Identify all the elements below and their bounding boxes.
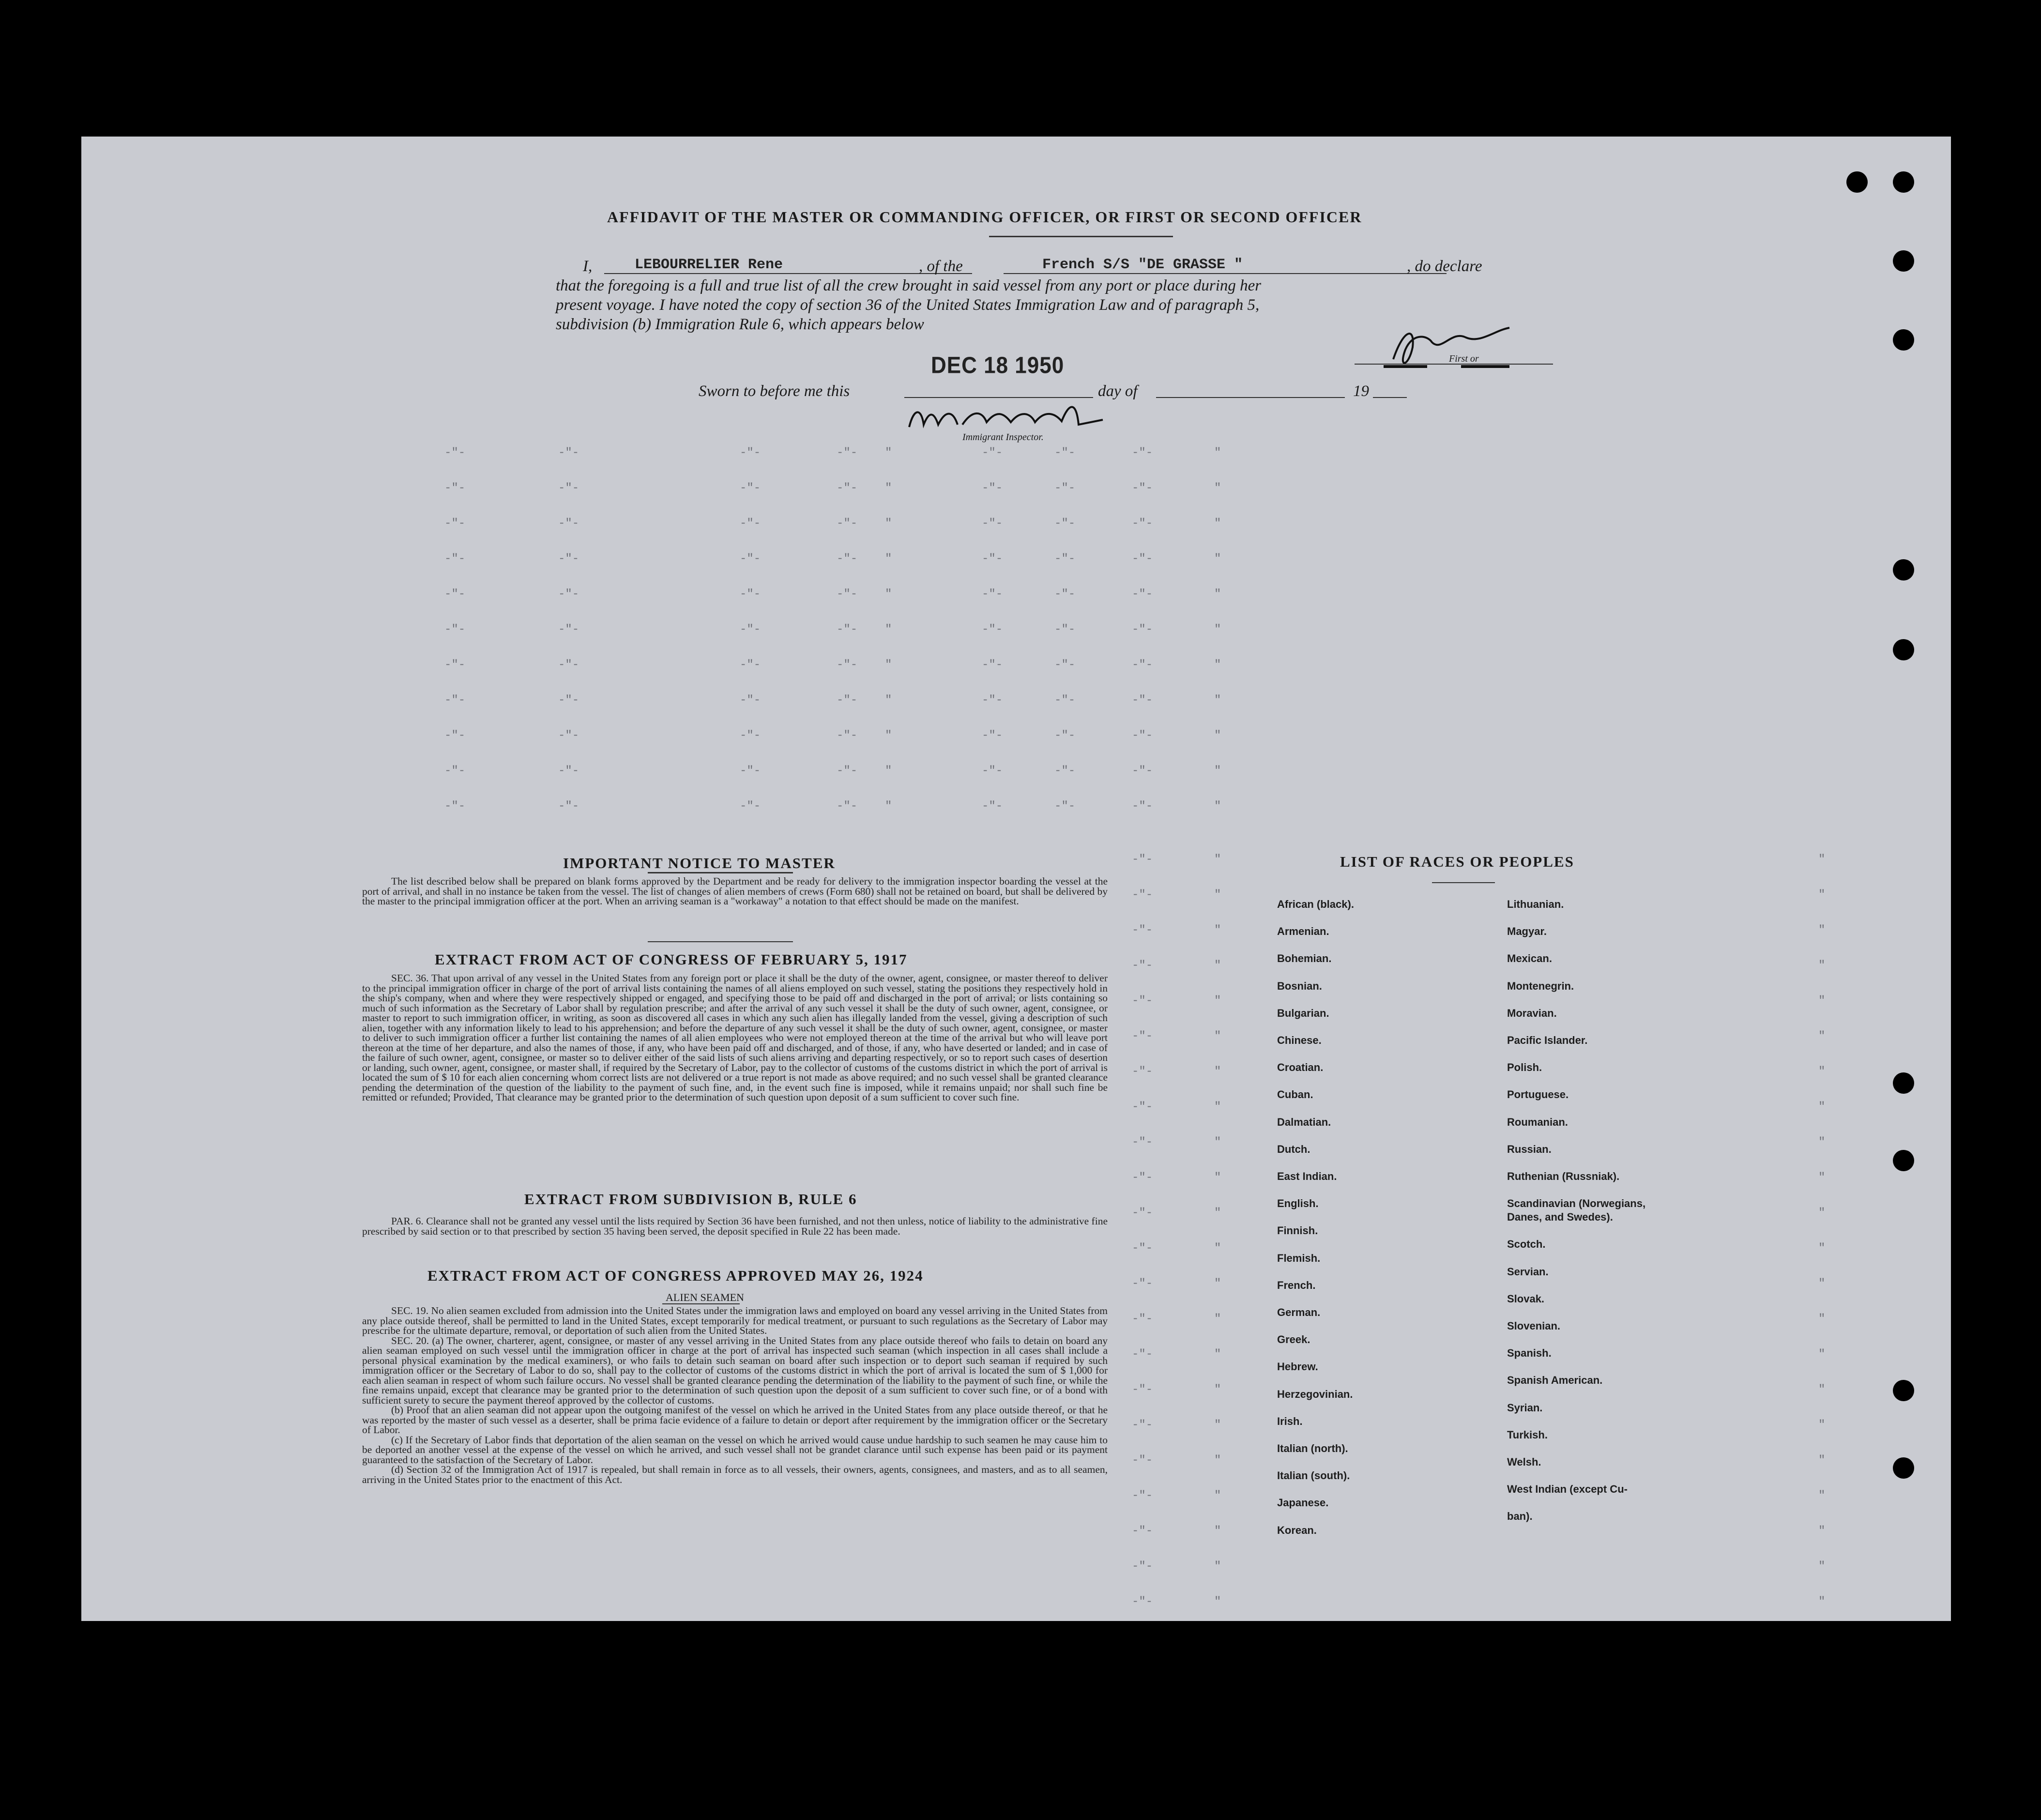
ditto-mark: -"- <box>982 482 1003 495</box>
officer-signature <box>1282 321 1553 374</box>
race-item: Flemish. <box>1277 1252 1321 1264</box>
ditto-mark: " <box>1818 1489 1826 1502</box>
race-item: African (black). <box>1277 898 1354 910</box>
ditto-mark: " <box>1818 1454 1826 1467</box>
ditto-mark: -"- <box>444 623 466 636</box>
ditto-mark: -"- <box>1132 924 1153 937</box>
ditto-mark: " <box>1818 924 1826 937</box>
ditto-mark: -"- <box>558 800 579 813</box>
race-item: Croatian. <box>1277 1061 1324 1074</box>
affidavit-title: AFFIDAVIT OF THE MASTER OR COMMANDING OFFICER, OR FIRST OR SECOND OFFICER <box>607 208 1362 226</box>
ditto-mark: -"- <box>444 729 466 742</box>
ditto-mark: -"- <box>1132 552 1153 566</box>
affidavit-line-4: subdivision (b) Immigration Rule 6, which appears below <box>556 316 924 333</box>
race-item: French. <box>1277 1279 1316 1291</box>
ditto-mark: -"- <box>1054 623 1076 636</box>
extract-rule6-title: EXTRACT FROM SUBDIVISION B, RULE 6 <box>524 1191 857 1208</box>
ditto-mark: -"- <box>740 552 761 566</box>
affidavit-line-3: present voyage. I have noted the copy of section 36 of the United States Immigration Law and of paragraph 5, <box>556 296 1260 314</box>
ditto-mark: -"- <box>1132 765 1153 778</box>
ditto-mark: " <box>885 694 892 707</box>
ditto-mark: " <box>1818 1313 1826 1326</box>
vessel-line <box>1004 273 1447 274</box>
ditto-mark: " <box>1214 1136 1221 1149</box>
year-prefix: 19 <box>1353 382 1369 400</box>
ditto-mark: -"- <box>1132 1560 1153 1573</box>
ditto-mark: -"- <box>558 446 579 459</box>
ditto-mark: " <box>1818 1383 1826 1396</box>
ditto-mark: -"- <box>740 800 761 813</box>
ditto-mark: -"- <box>1054 800 1076 813</box>
race-item: Spanish. <box>1507 1347 1552 1360</box>
ditto-mark: -"- <box>1054 588 1076 601</box>
sworn-text: Sworn to before me this <box>699 382 850 400</box>
ditto-mark: -"- <box>740 658 761 672</box>
date-stamp: DEC 18 1950 <box>931 352 1065 379</box>
ditto-mark: " <box>1214 588 1221 601</box>
ditto-mark: " <box>1214 888 1221 902</box>
race-item: Slovak. <box>1507 1292 1545 1305</box>
race-item: East Indian. <box>1277 1170 1337 1182</box>
race-item: Italian (south). <box>1277 1469 1350 1482</box>
notice-underline <box>648 872 793 873</box>
ditto-mark: -"- <box>1054 658 1076 672</box>
ditto-mark: -"- <box>1132 658 1153 672</box>
ditto-mark: -"- <box>1132 446 1153 459</box>
ditto-mark: -"- <box>982 800 1003 813</box>
ditto-mark: -"- <box>837 482 858 495</box>
ditto-mark: -"- <box>837 800 858 813</box>
name-line <box>604 273 972 274</box>
race-item: Finnish. <box>1277 1224 1318 1237</box>
title-underline <box>989 236 1173 237</box>
subtitle-underline <box>662 1303 740 1304</box>
ditto-mark: " <box>1214 1242 1221 1255</box>
ditto-mark: " <box>1214 1348 1221 1361</box>
ditto-mark: -"- <box>558 658 579 672</box>
ditto-mark: " <box>1214 800 1221 813</box>
race-item: West Indian (except Cu- <box>1507 1483 1628 1496</box>
ditto-mark: -"- <box>740 482 761 495</box>
ditto-mark: " <box>1214 623 1221 636</box>
extract-1924-subtitle: ALIEN SEAMEN <box>666 1291 744 1303</box>
ditto-mark: " <box>1214 1595 1221 1608</box>
ditto-mark: -"- <box>837 623 858 636</box>
ditto-mark: " <box>1214 924 1221 937</box>
ditto-mark: -"- <box>1054 446 1076 459</box>
ditto-mark: -"- <box>444 446 466 459</box>
ditto-mark: -"- <box>558 517 579 530</box>
ditto-mark: " <box>1818 959 1826 972</box>
ditto-mark: -"- <box>1132 800 1153 813</box>
race-item: English. <box>1277 1197 1319 1210</box>
ditto-mark: " <box>1214 853 1221 866</box>
ditto-mark: -"- <box>1132 1454 1153 1467</box>
ditto-mark: " <box>1818 1030 1826 1043</box>
race-item: Bosnian. <box>1277 979 1322 992</box>
ditto-mark: " <box>1214 482 1221 495</box>
ditto-mark: -"- <box>1054 552 1076 566</box>
race-item: Mexican. <box>1507 952 1552 965</box>
of-the-text: , of the <box>919 258 963 275</box>
notice-divider <box>648 941 793 942</box>
ditto-mark: -"- <box>1132 694 1153 707</box>
ditto-mark: -"- <box>1054 482 1076 495</box>
ditto-mark: -"- <box>982 552 1003 566</box>
ditto-mark: " <box>885 623 892 636</box>
race-item: Ruthenian (Russniak). <box>1507 1170 1620 1182</box>
punch-hole <box>1893 250 1914 272</box>
ditto-mark: -"- <box>444 517 466 530</box>
extract-1924-title: EXTRACT FROM ACT OF CONGRESS APPROVED MAY 26, 1924 <box>427 1267 924 1284</box>
punch-hole <box>1893 639 1914 660</box>
ditto-mark: -"- <box>1132 1101 1153 1114</box>
ditto-mark: -"- <box>558 765 579 778</box>
race-item: Bohemian. <box>1277 952 1332 965</box>
notice-text: The list described below shall be prepared on blank forms approved by the Department and be ready for delivery to the immigration inspector boarding the vessel at the port of arrival, and shall in no instance be taken from the vessel. The list of changes of alien members of crews (Form 680) shall not be retained on board, but shall be delivered by the master to the principal immigration officer at the port. When an arriving seaman is a "workaway" a notation to that effect should be made on the manifest. <box>362 875 1108 907</box>
ditto-mark: -"- <box>740 765 761 778</box>
ditto-mark: -"- <box>1132 1030 1153 1043</box>
ditto-mark: " <box>1818 1242 1826 1255</box>
ditto-mark: " <box>1214 1313 1221 1326</box>
race-item: German. <box>1277 1306 1321 1318</box>
ditto-mark: -"- <box>837 552 858 566</box>
race-item: Portuguese. <box>1507 1088 1569 1101</box>
ditto-mark: -"- <box>1132 623 1153 636</box>
punch-hole <box>1846 171 1868 193</box>
race-item: Cuban. <box>1277 1088 1313 1101</box>
ditto-mark: -"- <box>1054 729 1076 742</box>
ditto-mark: -"- <box>982 729 1003 742</box>
ditto-mark: " <box>1818 1525 1826 1538</box>
race-item: Syrian. <box>1507 1401 1543 1414</box>
ditto-mark: -"- <box>1132 1419 1153 1432</box>
master-name: LEBOURRELIER Rene <box>635 257 783 273</box>
ditto-mark: " <box>1214 1525 1221 1538</box>
race-item: Welsh. <box>1507 1456 1541 1468</box>
ditto-mark: -"- <box>558 694 579 707</box>
ditto-mark: " <box>1818 1136 1826 1149</box>
race-item: Turkish. <box>1507 1428 1548 1441</box>
race-item: Polish. <box>1507 1061 1542 1074</box>
ditto-mark: -"- <box>558 588 579 601</box>
race-item: Dutch. <box>1277 1143 1310 1155</box>
ditto-mark: " <box>1214 1454 1221 1467</box>
ditto-mark: -"- <box>982 765 1003 778</box>
affidavit-line-2: that the foregoing is a full and true list of all the crew brought in said vessel from any port or place during her <box>556 277 1262 294</box>
ditto-mark: -"- <box>1132 1136 1153 1149</box>
manifest-sheet <box>81 137 1951 1621</box>
race-item: Servian. <box>1507 1265 1549 1278</box>
ditto-mark: " <box>1818 1560 1826 1573</box>
ditto-mark: -"- <box>837 446 858 459</box>
ditto-mark: -"- <box>1132 482 1153 495</box>
ditto-mark: " <box>1214 1277 1221 1290</box>
ditto-mark: -"- <box>444 588 466 601</box>
ditto-mark: -"- <box>837 765 858 778</box>
ditto-mark: -"- <box>1132 853 1153 866</box>
ditto-mark: -"- <box>1054 517 1076 530</box>
race-item: Russian. <box>1507 1143 1552 1155</box>
race-item: Japanese. <box>1277 1497 1329 1509</box>
ditto-mark: " <box>885 800 892 813</box>
ditto-mark: -"- <box>982 517 1003 530</box>
race-item: Armenian. <box>1277 925 1329 938</box>
race-item: Dalmatian. <box>1277 1116 1331 1128</box>
ditto-mark: " <box>1818 1065 1826 1078</box>
ditto-mark: -"- <box>1132 1595 1153 1608</box>
ditto-mark: -"- <box>1132 1525 1153 1538</box>
extract-1924-text: SEC. 19. No alien seamen excluded from admission into the United States under the immigration laws and employed on board any vessel arriving in the United States from any place outside thereof, shall be permitted to land in the United States, except temporarily for medical treatment, or pursuant to such regulations as the Secretary of Labor may prescribe for the ultimate departure, removal, or deportation of such alien from the United States. SEC. 20. (a) The owner, charterer, agent, consignee, or master of any vessel arriving in the United States from any place outside thereof who fails to detain on board any alien seaman employed on such vessel until the immigration officer in charge at the port of arrival has inspected such seaman (which inspection in all cases shall include a personal physical examination by the medical examiners), or who fails to detain such seaman on board after such inspection or to deport such seaman if required by such immigration officer or the Secretary of Labor to do so, shall pay to the collector of customs of the customs district in which the port of arrival is located the sum of $ 1,000 for each alien seaman in respect of whom such failure occurs. No vessel shall be granted clearance pending the determination of the liability to the payment of such fine, or while the fine remains unpaid, except that clearance may be granted prior to the determination of such question upon the deposit of a sum sufficient to cover such fine, or of a bond with sufficient surety to secure the payment thereof approved by the collector of customs. (b) Proof that an alien seaman did not appear upon the outgoing manifest of the vessel on which he arrived in the United States from any place outside thereof, or that he was reported by the master of such vessel as a deserter, shall be prima facie evidence of a failure to detain or deport after requirement by the immigration officer or the Secretary of Labor. (c) If the Secretary of Labor finds that deportation of the alien seaman on the vessel on which he arrived would cause undue hardship to such seamen he may cause him to be deported an another vessel at the expense of the vessel on which he arrived, and such vessel shall not be grandet clarance until such expense has been paid or its payment guaranteed to the satisfaction of the Secretary of Labor. (d) Section 32 of the Immigration Act of 1917 is repealed, but shall remain in force as to all vessels, their owners, agents, consignees, and masters, and as to all seamen, arriving in the United States prior to the enactment of this Act. <box>362 1305 1108 1485</box>
ditto-mark: " <box>885 765 892 778</box>
punch-hole <box>1893 1150 1914 1171</box>
ditto-mark: " <box>1214 1560 1221 1573</box>
ditto-mark: -"- <box>558 623 579 636</box>
ditto-mark: " <box>1818 1171 1826 1184</box>
race-item: Scotch. <box>1507 1238 1546 1251</box>
ditto-mark: " <box>1818 1348 1826 1361</box>
race-item: ban). <box>1507 1510 1533 1523</box>
ditto-mark: " <box>1214 517 1221 530</box>
ditto-mark: " <box>1214 658 1221 672</box>
ditto-mark: " <box>1214 1383 1221 1396</box>
ditto-mark: " <box>1214 1030 1221 1043</box>
race-item: Lithuanian. <box>1507 898 1564 910</box>
ditto-mark: -"- <box>740 517 761 530</box>
punch-hole <box>1893 171 1914 193</box>
ditto-mark: -"- <box>740 694 761 707</box>
ditto-mark: " <box>1818 1595 1826 1608</box>
month-line <box>1156 397 1345 398</box>
ditto-mark: " <box>1818 853 1826 866</box>
ditto-mark: -"- <box>1132 1065 1153 1078</box>
ditto-mark: -"- <box>1132 1348 1153 1361</box>
ditto-mark: " <box>1214 1065 1221 1078</box>
ditto-mark: -"- <box>837 517 858 530</box>
ditto-mark: -"- <box>1132 959 1153 972</box>
ditto-mark: " <box>885 517 892 530</box>
race-item: Herzegovinian. <box>1277 1388 1353 1400</box>
ditto-mark: " <box>1818 1419 1826 1432</box>
day-of-text: day of <box>1098 382 1138 400</box>
ditto-mark: " <box>1818 994 1826 1008</box>
race-item: Greek. <box>1277 1333 1310 1346</box>
ditto-mark: " <box>1818 888 1826 902</box>
ditto-mark: -"- <box>837 729 858 742</box>
ditto-mark: -"- <box>444 765 466 778</box>
race-item: Irish. <box>1277 1415 1303 1427</box>
ditto-mark: -"- <box>558 552 579 566</box>
inspector-caption: Immigrant Inspector. <box>962 432 1044 443</box>
ditto-mark: -"- <box>1054 694 1076 707</box>
ditto-mark: -"- <box>982 588 1003 601</box>
ditto-mark: " <box>885 588 892 601</box>
ditto-mark: -"- <box>740 588 761 601</box>
ditto-mark: -"- <box>1132 1171 1153 1184</box>
ditto-mark: " <box>885 482 892 495</box>
ditto-mark: " <box>1214 1101 1221 1114</box>
ditto-mark: " <box>1214 959 1221 972</box>
race-item: Danes, and Swedes). <box>1507 1211 1613 1224</box>
ditto-mark: -"- <box>1132 994 1153 1008</box>
extract-1917-text: SEC. 36. That upon arrival of any vessel in the United States from any foreign port or place it shall be the duty of the owner, agent, consignee, or master thereof to deliver to the principal immigration officer in charge of the port of arrival lists containing the names of all aliens employed on such vessel, stating the positions they respectively hold in the ship's company, when and where they were respectively shipped or engaged, and specifying those to be paid off and discharged in the port of arrival; or lists containing so much of such information as the Secretary of Labor shall by regulation prescribe; and after the arrival of any such vessel it shall be the duty of such owner, agent, consignee, or master to report to such immigration officer, in writing, as soon as discovered all cases in which any such alien has illegally landed from the vessel, giving a description of such alien, together with any information likely to lead to his apprehension; and before the departure of any such vessel it shall be the duty of such owner, agent, consignee, or master to deliver to such immigration officer a further list containing the names of all alien employees who were not employed thereon at the time of the arrival but who will leave port thereon at the time of her departure, and also the names of those, if any, who have been paid off and discharged, and of those, if any, who have deserted or landed; and in case of the failure of such owner, agent, consignee, or master so to deliver either of the said lists of such aliens arriving and departing respectively, or so to report such cases of desertion or landing, such owner, agent, consignee, or master shall, if required by the Secretary of Labor, pay to the collector of customs of the customs district in which the port of arrival is located the sum of $ 10 for each alien concerning whom correct lists are not delivered or a true report is not made as above required; and no such vessel shall be granted clearance pending the determination of the question of the liability to the payment of such fine, and, in the event such fine is imposed, while it remains unpaid; nor shall such fine be remitted or refunded; Provided, That clearance may be granted prior to the determination of such question upon deposit of a sum sufficient to cover such fine. <box>362 972 1108 1103</box>
ditto-mark: " <box>1214 1489 1221 1502</box>
ditto-mark: -"- <box>1132 517 1153 530</box>
ditto-mark: -"- <box>982 658 1003 672</box>
affidavit-i: I, <box>583 258 593 275</box>
race-item: Hebrew. <box>1277 1361 1318 1373</box>
ditto-mark: -"- <box>837 694 858 707</box>
vessel-name: French S/S "DE GRASSE " <box>1042 257 1243 273</box>
ditto-mark: " <box>885 446 892 459</box>
year-line <box>1373 397 1407 398</box>
race-item: Korean. <box>1277 1524 1317 1536</box>
inspector-signature <box>899 398 1151 437</box>
notice-title: IMPORTANT NOTICE TO MASTER <box>563 855 836 872</box>
extract-1917-title: EXTRACT FROM ACT OF CONGRESS OF FEBRUARY 5, 1917 <box>435 951 908 968</box>
do-declare-text: , do declare <box>1407 258 1482 275</box>
races-title: LIST OF RACES OR PEOPLES <box>1340 853 1574 870</box>
punch-hole <box>1893 1380 1914 1401</box>
ditto-mark: -"- <box>1132 888 1153 902</box>
race-item: Spanish American. <box>1507 1374 1603 1387</box>
officer-caption: First or <box>1449 353 1479 364</box>
ditto-mark: -"- <box>558 482 579 495</box>
ditto-mark: -"- <box>444 694 466 707</box>
race-item: Magyar. <box>1507 925 1547 938</box>
races-underline <box>1432 882 1495 883</box>
race-item: Italian (north). <box>1277 1442 1348 1454</box>
ditto-mark: " <box>1214 1419 1221 1432</box>
ditto-mark: " <box>1214 694 1221 707</box>
ditto-mark: -"- <box>982 694 1003 707</box>
extract-rule6-text: PAR. 6. Clearance shall not be granted any vessel until the lists required by Section 36 have been furnished, and not then unless, notice of liability to the administrative fine prescribed by said section or to that prescribed by section 35 having been served, the deposit specified in Rule 22 has been made. <box>362 1215 1108 1237</box>
ditto-mark: " <box>1818 1101 1826 1114</box>
ditto-mark: " <box>885 658 892 672</box>
punch-hole <box>1893 559 1914 581</box>
ditto-mark: " <box>1818 1207 1826 1220</box>
ditto-mark: -"- <box>837 658 858 672</box>
ditto-mark: -"- <box>444 552 466 566</box>
ditto-mark: -"- <box>444 482 466 495</box>
race-item: Pacific Islander. <box>1507 1034 1588 1046</box>
ditto-mark: -"- <box>1132 1277 1153 1290</box>
ditto-mark: " <box>1214 994 1221 1008</box>
ditto-mark: -"- <box>1132 1313 1153 1326</box>
ditto-mark: " <box>885 552 892 566</box>
ditto-mark: " <box>885 729 892 742</box>
ditto-mark: -"- <box>740 623 761 636</box>
ditto-mark: -"- <box>558 729 579 742</box>
ditto-mark: -"- <box>740 729 761 742</box>
race-item: Moravian. <box>1507 1007 1557 1019</box>
race-item: Slovenian. <box>1507 1320 1561 1332</box>
ditto-mark: -"- <box>740 446 761 459</box>
race-item: Montenegrin. <box>1507 979 1574 992</box>
ditto-mark: " <box>1214 552 1221 566</box>
punch-hole <box>1893 1072 1914 1094</box>
ditto-mark: -"- <box>1132 1383 1153 1396</box>
ditto-mark: " <box>1818 1277 1826 1290</box>
ditto-mark: -"- <box>1132 1242 1153 1255</box>
race-item: Bulgarian. <box>1277 1007 1329 1019</box>
ditto-mark: -"- <box>444 658 466 672</box>
ditto-mark: -"- <box>1054 765 1076 778</box>
ditto-mark: -"- <box>982 623 1003 636</box>
ditto-mark: " <box>1214 446 1221 459</box>
ditto-mark: -"- <box>982 446 1003 459</box>
race-item: Scandinavian (Norwegians, <box>1507 1197 1646 1210</box>
ditto-mark: " <box>1214 1207 1221 1220</box>
ditto-mark: -"- <box>444 800 466 813</box>
ditto-mark: " <box>1214 729 1221 742</box>
race-item: Roumanian. <box>1507 1116 1568 1128</box>
ditto-mark: -"- <box>1132 1489 1153 1502</box>
punch-hole <box>1893 329 1914 351</box>
ditto-mark: " <box>1214 1171 1221 1184</box>
race-item: Chinese. <box>1277 1034 1322 1046</box>
ditto-mark: -"- <box>1132 588 1153 601</box>
ditto-mark: -"- <box>837 588 858 601</box>
ditto-mark: -"- <box>1132 1207 1153 1220</box>
ditto-mark: " <box>1214 765 1221 778</box>
ditto-mark: -"- <box>1132 729 1153 742</box>
punch-hole <box>1893 1457 1914 1479</box>
